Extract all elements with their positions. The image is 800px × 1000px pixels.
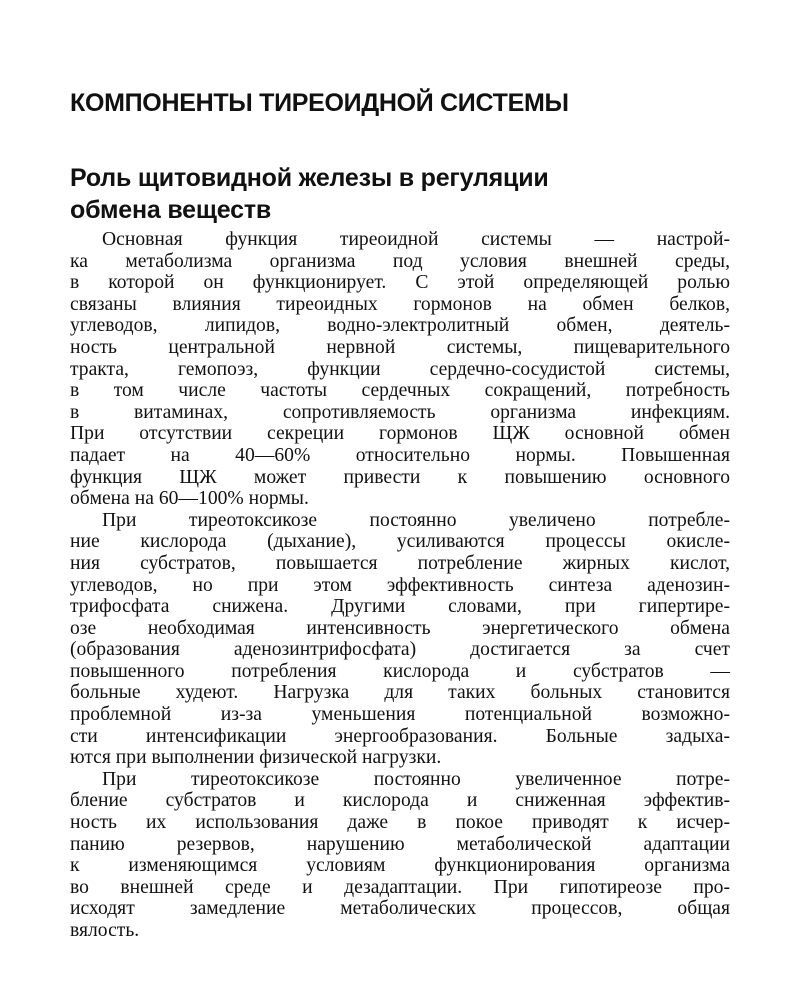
paragraph-line: ка метаболизма организма под условия внешней среды, (70, 250, 730, 272)
paragraph-line: При отсутствии секреции гормонов ЩЖ основной обмен (70, 423, 730, 445)
paragraph-line: функция ЩЖ может привести к повышению основного (70, 466, 730, 488)
section-title-line-2: обмена веществ (70, 196, 272, 224)
paragraph-line: больные худеют. Нагрузка для таких больных становится (70, 682, 730, 704)
section-title (70, 162, 730, 226)
section-title-line-1: Роль щитовидной железы в регуляции (70, 164, 549, 192)
paragraph-line: ние кислорода (дыхание), усиливаются процессы окисле- (70, 531, 730, 553)
paragraph-line: ния субстратов, повышается потребление жирных кислот, (70, 552, 730, 574)
paragraph-line: углеводов, липидов, водно-электролитный обмен, деятель- (70, 315, 730, 337)
paragraph-3 (70, 769, 730, 942)
paragraph-line: повышенного потребления кислорода и субстратов — (70, 660, 730, 682)
paragraph-line: озе необходимая интенсивность энергетического обмена (70, 617, 730, 639)
paragraph-line: в том числе частоты сердечных сокращений, потребность (70, 380, 730, 402)
paragraph-line: ность центральной нервной системы, пищеварительного (70, 336, 730, 358)
paragraph-line: ность их использования даже в покое приводят к исчер- (70, 812, 730, 834)
paragraph-line: (образования аденозинтрифосфата) достигается за счет (70, 639, 730, 661)
paragraph-line: во внешней среде и дезадаптации. При гипотиреозе про- (70, 876, 730, 898)
paragraph-line: связаны влияния тиреоидных гормонов на обмен белков, (70, 293, 730, 315)
paragraph-line: в витаминах, сопротивляемость организма инфекциям. (70, 401, 730, 423)
paragraph-line: вялость. (70, 920, 140, 941)
paragraph-line: обмена на 60—100% нормы. (70, 488, 309, 510)
paragraph-line: бление субстратов и кислорода и сниженная эффектив- (70, 790, 730, 812)
paragraph-line: проблемной из-за уменьшения потенциальной возможно- (70, 704, 730, 726)
paragraph-line: падает на 40—60% относительно нормы. Повышенная (70, 444, 730, 466)
paragraph-line: тракта, гемопоэз, функции сердечно-сосудистой системы, (70, 358, 730, 380)
paragraph-line: При тиреотоксикозе постоянно увеличено потребле- (102, 509, 730, 531)
paragraph-line: к изменяющимся условиям функционирования организма (70, 855, 730, 877)
page-content (70, 88, 730, 942)
paragraph-line: сти интенсификации энергообразования. Больные задыха- (70, 725, 730, 747)
paragraph-line: углеводов, но при этом эффективность синтеза аденозин- (70, 574, 730, 596)
paragraph-2 (70, 510, 730, 769)
paragraph-line: Основная функция тиреоидной системы — настрой- (102, 229, 730, 250)
paragraph-line: ются при выполнении физической нагрузки. (70, 747, 442, 769)
paragraph-line: При тиреотоксикозе постоянно увеличенное потре- (102, 768, 730, 790)
paragraph-line: исходят замедление метаболических процессов, общая (70, 898, 730, 920)
paragraph-line: трифосфата снижена. Другими словами, при гипертире- (70, 596, 730, 618)
paragraph-1 (70, 229, 730, 510)
paragraph-line: панию резервов, нарушению метаболической адаптации (70, 833, 730, 855)
paragraph-line: в которой он функционирует. С этой определяющей ролью (70, 272, 730, 294)
chapter-title: КОМПОНЕНТЫ ТИРЕОИДНОЙ СИСТЕМЫ (70, 89, 569, 117)
